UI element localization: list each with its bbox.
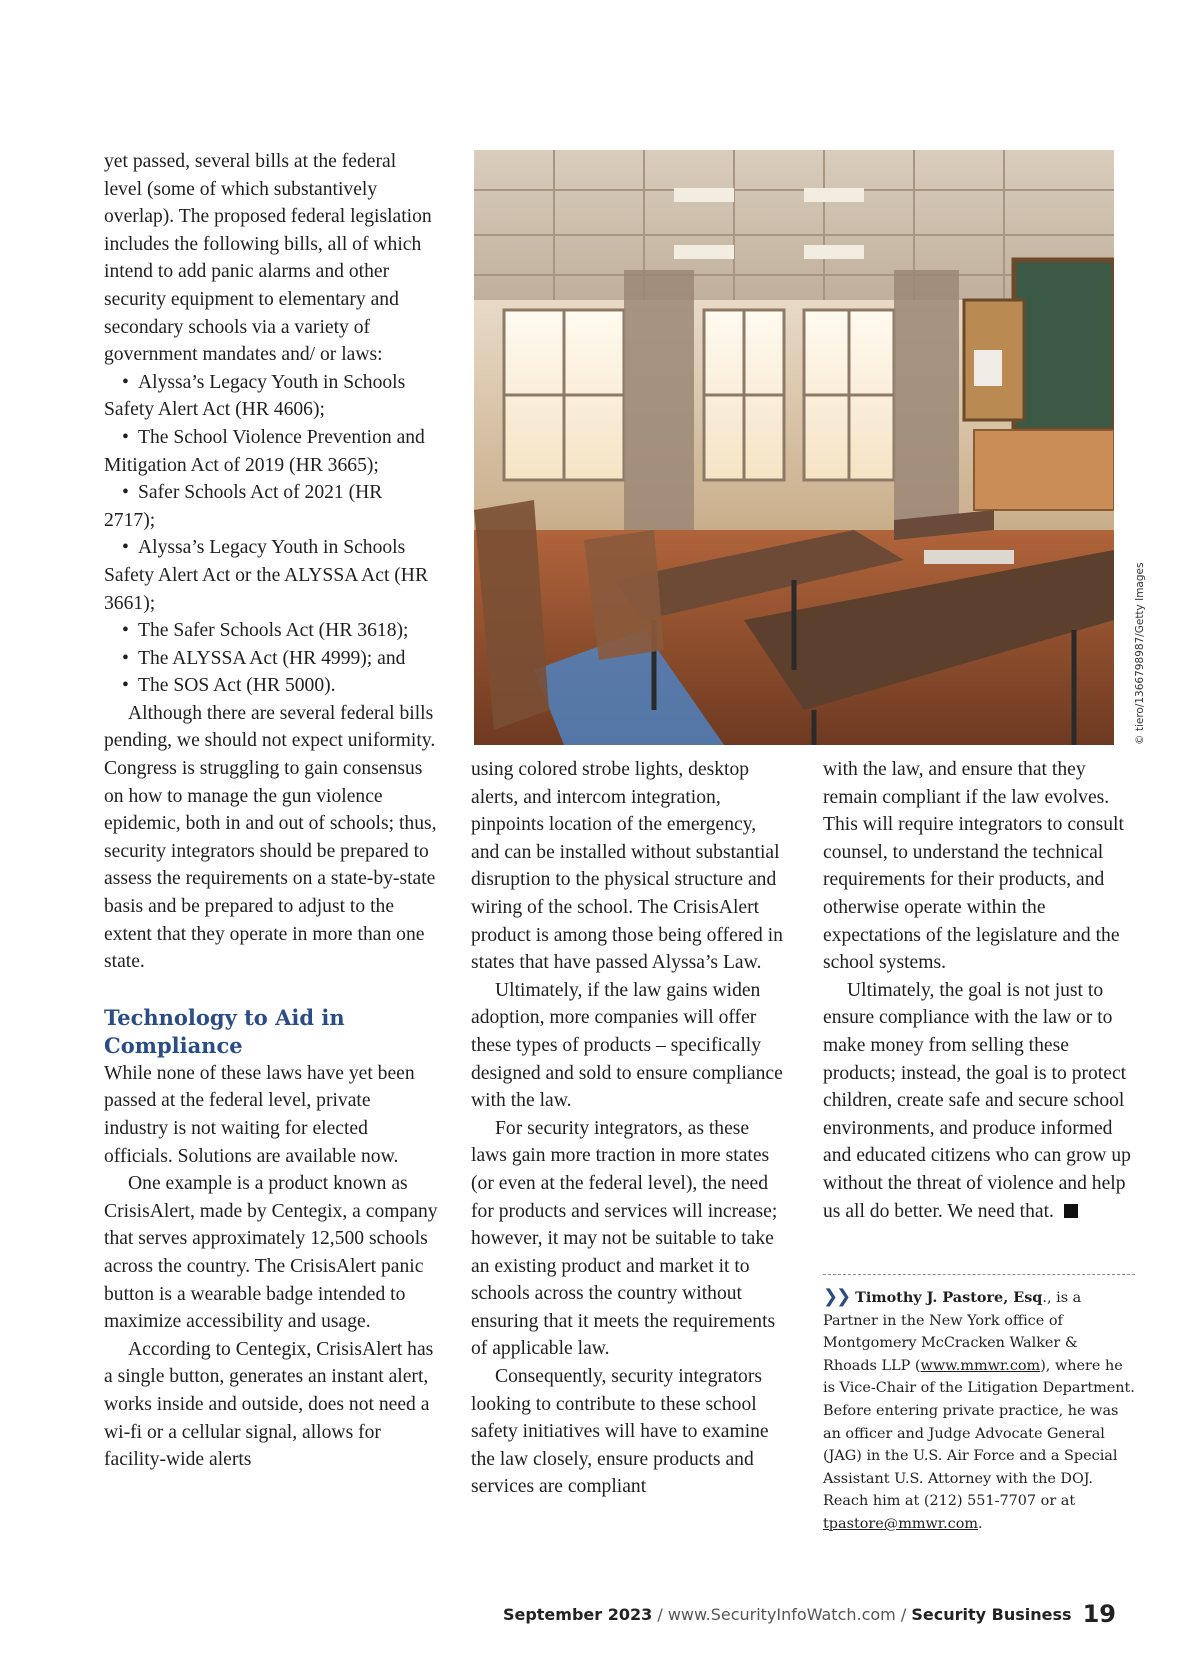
end-of-article-mark bbox=[1064, 1204, 1078, 1218]
closing-text: Ultimately, the goal is not just to ensure compliance with the law or to make money from selling these products; instead, the goal is to protect children, create safe and secure school environments, and produce informed and educated citizens who can grow up without the threat of violence and help us all do better. We need that. bbox=[823, 979, 1131, 1222]
strobe-alerts-paragraph: using colored strobe lights, desktop alerts, and intercom integration, pinpoints location of the emergency, and can be installed without substantial disruption to the physical structure and wiring of the school. The CrisisAlert product is among those being offered in states that have passed Alyssa’s Law. bbox=[471, 759, 783, 974]
bill-list-item: • The Safer Schools Act (HR 3618); bbox=[104, 617, 438, 645]
adoption-paragraph: Ultimately, if the law gains widen adoption, more companies will offer these types of products – specifically designed and sold to ensure compliance with the law. bbox=[471, 979, 783, 1112]
article-column-1 bbox=[104, 148, 438, 1474]
bill-list-item: • The SOS Act (HR 5000). bbox=[104, 672, 438, 700]
bill-list-item: • Alyssa’s Legacy Youth in Schools Safety Alert Act or the ALYSSA Act (HR 3661); bbox=[104, 534, 438, 617]
article-column-2 bbox=[471, 756, 783, 1501]
bill-list-item: • The ALYSSA Act (HR 4999); and bbox=[104, 645, 438, 673]
footer-separator: / bbox=[657, 1605, 663, 1624]
double-chevron-icon: ❯❯ bbox=[823, 1286, 850, 1307]
photo-credit: © tiero/1366798987/Getty Images bbox=[1134, 562, 1146, 745]
footer-separator: / bbox=[900, 1605, 907, 1624]
bill-list-item: • Alyssa’s Legacy Youth in Schools Safety Alert Act (HR 4606); bbox=[104, 369, 438, 424]
bio-text-1: ., is a Partner in the New York office of Montgomery McCracken Walker & Rhoads LLP ( bbox=[823, 1290, 1082, 1374]
magazine-name: Security Business bbox=[911, 1605, 1072, 1624]
footer-site-link[interactable]: www.SecurityInfoWatch.com bbox=[667, 1605, 896, 1624]
page-number: 19 bbox=[1082, 1600, 1116, 1628]
bill-list-item: • The School Violence Prevention and Mitigation Act of 2019 (HR 3665); bbox=[104, 424, 438, 479]
author-bio bbox=[823, 1286, 1135, 1536]
integrators-demand-paragraph: For security integrators, as these laws gain more traction in more states (or even at the federal level), the need for products and services will increase; however, it may not be suitable to take an existing product and market it to schools across the country without ensuring that it meets the requirements of applicable law. bbox=[471, 1117, 778, 1360]
consequently-paragraph: Consequently, security integrators looking to contribute to these school safety initiatives will have to examine the law closely, ensure products and services are compliant bbox=[471, 1366, 769, 1498]
email-link[interactable]: tpastore@mmwr.com bbox=[823, 1515, 979, 1532]
bio-text-3: . bbox=[978, 1515, 983, 1532]
bio-text-2: ), where he is Vice-Chair of the Litigation Department. Before entering private practice, he was an officer and Judge Advocate General (JAG) in the U.S. Air Force and a Special Assistant U.S. Attorney with the DOJ. Reach him at (212) 551-7707 or at bbox=[823, 1357, 1135, 1510]
bill-list-item: • Safer Schools Act of 2021 (HR 2717); bbox=[104, 479, 438, 534]
bio-divider bbox=[823, 1274, 1135, 1275]
classroom-photo bbox=[474, 150, 1114, 745]
private-industry-paragraph: While none of these laws have yet been passed at the federal level, private industry is not waiting for elected officials. Solutions are available now. bbox=[104, 1062, 415, 1167]
website-link[interactable]: www.mmwr.com bbox=[920, 1357, 1041, 1374]
page-footer bbox=[503, 1600, 1116, 1628]
closing-paragraph bbox=[823, 977, 1135, 1225]
issue-date: September 2023 bbox=[502, 1605, 653, 1624]
classroom-illustration bbox=[474, 150, 1114, 745]
pending-bills-paragraph: Although there are several federal bills pending, we should not expect uniformity. Congress is struggling to gain consensus on how to manage the gun violence epidemic, both in and out of schools; thus, security integrators should be prepared to assess the requirements on a state-by-state basis and be prepared to adjust to the extent that they operate in more than one state. bbox=[104, 702, 437, 973]
compliance-paragraph: with the law, and ensure that they remain compliant if the law evolves. This will require integrators to consult counsel, to understand the technical requirements for their products, and otherwise operate within the expectations of the legislature and the school systems. bbox=[823, 759, 1124, 974]
article-column-3 bbox=[823, 756, 1135, 1225]
author-name: Timothy J. Pastore, Esq bbox=[855, 1289, 1043, 1306]
crisisalert-example-paragraph: One example is a product known as CrisisAlert, made by Centegix, a company that serves approximately 12,500 schools across the country. The CrisisAlert panic button is a wearable badge intended to maximize accessibility and usage. bbox=[104, 1173, 438, 1333]
section-subhead: Technology to Aid in Compliance bbox=[104, 1004, 345, 1058]
intro-paragraph: yet passed, several bills at the federal level (some of which substantively overlap). The proposed federal legislation includes the following bills, all of which intend to add panic alarms and other security equipment to elementary and secondary schools via a variety of government mandates and/ or laws: bbox=[104, 151, 432, 366]
centegix-features-paragraph: According to Centegix, CrisisAlert has a single button, generates an instant alert, works inside and outside, does not need a wi-fi or a cellular signal, allows for facility-wide alerts bbox=[104, 1338, 434, 1471]
